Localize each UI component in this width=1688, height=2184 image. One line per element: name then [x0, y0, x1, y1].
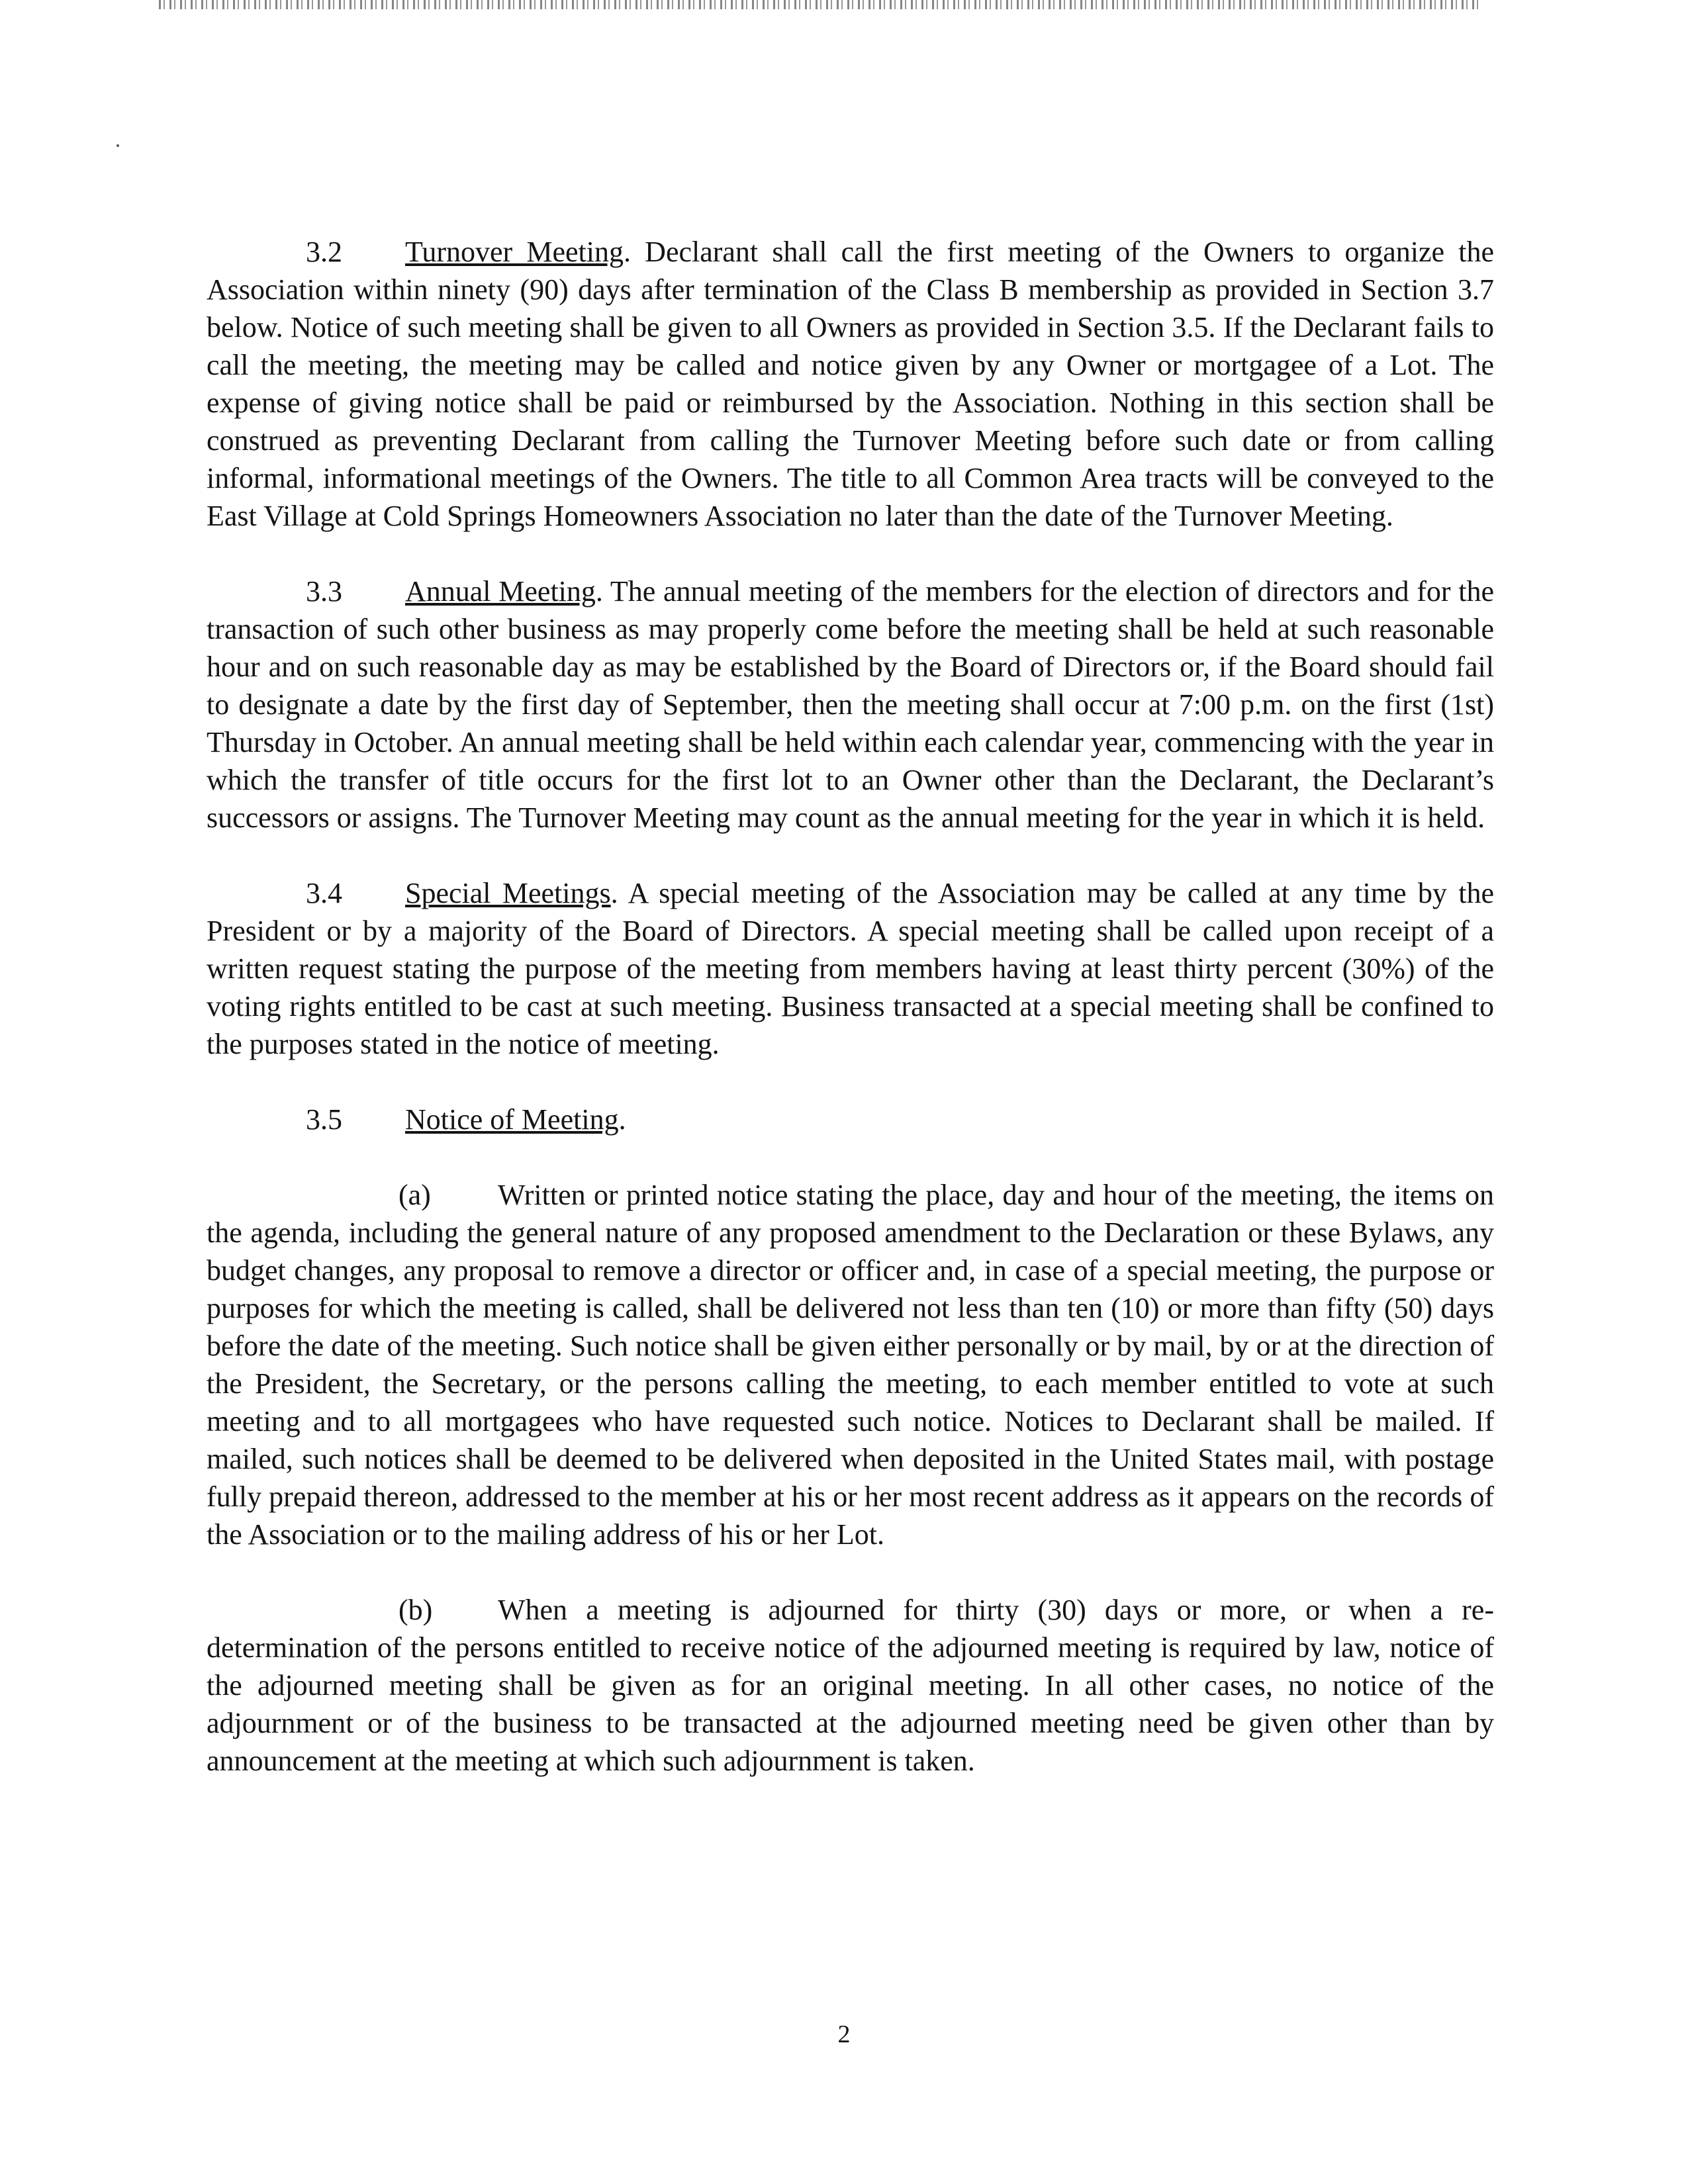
section-text: .: [618, 1103, 626, 1136]
section-heading: Annual Meeting: [405, 575, 596, 608]
section-number: 3.5: [306, 1103, 342, 1136]
subsection-b: [207, 1591, 1494, 1780]
section-3-3: [207, 572, 1494, 837]
section-3-2: [207, 233, 1494, 535]
section-text: . Declarant shall call the first meeting of the Owners to organize the Association within ninety (90) days after termination of the Class B membership as provided in Section 3.7 below. Notice of such meeting shall be given to all Owners as provided in Section 3.5. If the Declarant fails to call the meeting, the meeting may be called and notice given by any Owner or mortgagee of a Lot. The expense of giving notice shall be paid or reimbursed by the Association. Nothing in this section shall be construed as preventing Declarant from calling the Turnover Meeting before such date or from calling informal, informational meetings of the Owners. The title to all Common Area tracts will be conveyed to the East Village at Cold Springs Homeowners Association no later than the date of the Turnover Meeting.: [207, 236, 1494, 532]
section-heading: Notice of Meeting: [405, 1103, 619, 1136]
scan-artifact-bar: [159, 0, 1483, 9]
subsection-label: (b): [399, 1594, 433, 1626]
scan-artifact-dot: [117, 144, 119, 147]
section-text: . A special meeting of the Association may be called at any time by the President or by a majority of the Board of Directors. A special meeting shall be called upon receipt of a written request stating the purpose of the meeting from members having at least thirty percent (30%) of the voting rights entitled to be cast at such meeting. Business transacted at a special meeting shall be confined to the purposes stated in the notice of meeting.: [207, 877, 1494, 1060]
section-3-5: [207, 1101, 1494, 1138]
subsection-label: (a): [399, 1179, 431, 1211]
section-number: 3.3: [306, 575, 342, 608]
section-3-4: [207, 874, 1494, 1063]
subsection-text: When a meeting is adjourned for thirty (30) days or more, or when a re-determination of the persons entitled to receive notice of the adjourned meeting is required by law, notice of the adjourned meeting shall be given as for an original meeting. In all other cases, no notice of the adjournment or of the business to be transacted at the adjourned meeting need be given other than by announcement at the meeting at which such adjournment is taken.: [207, 1594, 1494, 1777]
section-number: 3.4: [306, 877, 342, 909]
document-body: [207, 233, 1494, 1817]
section-text: . The annual meeting of the members for the election of directors and for the transaction of such other business as may properly come before the meeting shall be held at such reasonable hour and on such reasonable day as may be established by the Board of Directors or, if the Board should fail to designate a date by the first day of September, then the meeting shall occur at 7:00 p.m. on the first (1st) Thursday in October. An annual meeting shall be held within each calendar year, commencing with the year in which the transfer of title occurs for the first lot to an Owner other than the Declarant, the Declarant’s successors or assigns. The Turnover Meeting may count as the annual meeting for the year in which it is held.: [207, 575, 1494, 834]
section-number: 3.2: [306, 236, 342, 268]
subsection-a: [207, 1176, 1494, 1553]
page-number: 2: [837, 2021, 851, 2048]
subsection-text: Written or printed notice stating the place, day and hour of the meeting, the items on the agenda, including the general nature of any proposed amendment to the Declaration or these Bylaws, any budget changes, any proposal to remove a director or officer and, in case of a special meeting, the purpose or purposes for which the meeting is called, shall be delivered not less than ten (10) or more than fifty (50) days before the date of the meeting. Such notice shall be given either personally or by mail, by or at the direction of the President, the Secretary, or the persons calling the meeting, to each member entitled to vote at such meeting and to all mortgagees who have requested such notice. Notices to Declarant shall be mailed. If mailed, such notices shall be deemed to be delivered when deposited in the United States mail, with postage fully prepaid thereon, addressed to the member at his or her most recent address as it appears on the records of the Association or to the mailing address of his or her Lot.: [207, 1179, 1494, 1551]
section-heading: Turnover Meeting: [405, 236, 624, 268]
section-heading: Special Meetings: [405, 877, 611, 909]
